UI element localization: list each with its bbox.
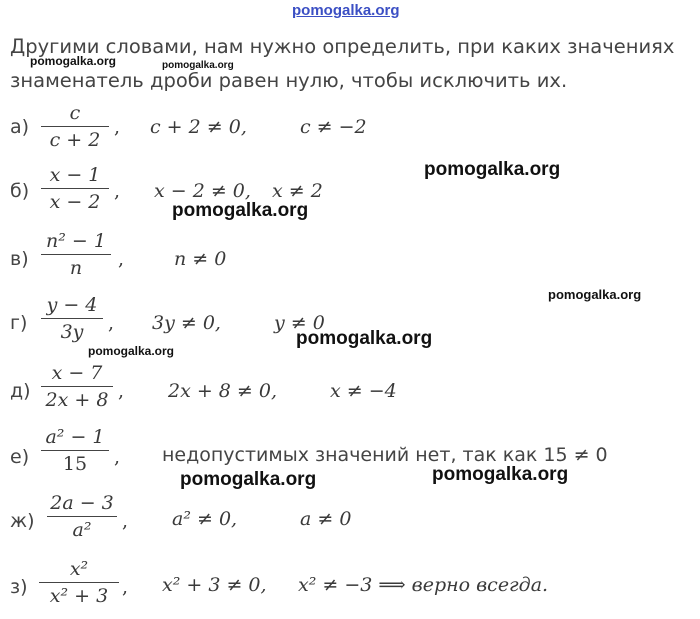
numerator: c — [69, 102, 81, 124]
item-label: з) — [10, 576, 28, 598]
result: y ≠ 0 — [274, 312, 325, 334]
item-label: г) — [10, 312, 28, 334]
watermark: pomogalka.org — [424, 159, 561, 180]
denominator: 2x + 8 — [45, 389, 109, 411]
result: x² ≠ −3 ⟹ верно всегда. — [298, 574, 549, 596]
watermark: pomogalka.org — [296, 328, 433, 349]
denominator: 3y — [60, 321, 84, 343]
denominator: x² + 3 — [49, 585, 109, 607]
denominator: n — [69, 257, 83, 279]
condition: x² + 3 ≠ 0, — [162, 574, 267, 596]
condition — [162, 444, 608, 466]
fraction — [40, 162, 110, 215]
numerator: x − 1 — [49, 164, 101, 186]
comma: , — [114, 180, 121, 202]
watermark: pomogalka.org — [172, 200, 309, 221]
fraction — [40, 360, 114, 413]
note-text: недопустимых значений нет, так как 15 ≠ 0 — [162, 444, 608, 466]
numerator: y − 4 — [46, 294, 98, 316]
result: x ≠ −4 — [330, 380, 397, 402]
fraction — [40, 228, 112, 281]
denominator: a² — [72, 519, 92, 541]
item-label: в) — [10, 248, 29, 270]
watermark: pomogalka.org — [548, 287, 642, 302]
item-label: е) — [10, 446, 30, 468]
watermark: pomogalka.org — [432, 464, 569, 485]
condition: 3y ≠ 0, — [152, 312, 221, 334]
condition: a² ≠ 0, — [172, 508, 238, 530]
item-label: д) — [10, 380, 31, 402]
denominator: 15 — [62, 453, 88, 475]
numerator: a² − 1 — [45, 426, 105, 448]
watermark: pomogalka.org — [30, 54, 117, 68]
fraction — [46, 490, 118, 543]
watermark: pomogalka.org — [162, 60, 234, 71]
condition: x − 2 ≠ 0, — [154, 180, 251, 202]
numerator: x² — [69, 558, 89, 580]
comma: , — [114, 116, 121, 138]
comma: , — [122, 510, 129, 532]
comma: , — [114, 446, 121, 468]
denominator: c + 2 — [49, 129, 101, 151]
fraction — [38, 556, 120, 609]
intro-paragraph: Другими словами, нам нужно определить, при каких значениях знаменатель дроби равен нулю, чтобы исключить их. — [10, 35, 675, 92]
fraction — [40, 100, 110, 153]
result: x ≠ 2 — [272, 180, 323, 202]
item-label: ж) — [10, 510, 35, 532]
item-label: б) — [10, 180, 30, 202]
fraction — [40, 424, 110, 477]
item-label: а) — [10, 116, 30, 138]
watermark-top[interactable]: pomogalka.org — [292, 2, 400, 19]
watermark: pomogalka.org — [88, 344, 175, 358]
comma: , — [118, 248, 125, 270]
denominator: x − 2 — [49, 191, 101, 213]
numerator: n² − 1 — [46, 230, 106, 252]
comma: , — [122, 576, 129, 598]
watermark: pomogalka.org — [180, 469, 317, 490]
condition: 2x + 8 ≠ 0, — [168, 380, 278, 402]
comma: , — [118, 380, 125, 402]
result: c ≠ −2 — [300, 116, 367, 138]
comma: , — [108, 312, 115, 334]
numerator: 2a − 3 — [50, 492, 114, 514]
fraction — [40, 292, 104, 345]
condition: n ≠ 0 — [174, 248, 227, 270]
numerator: x − 7 — [51, 362, 103, 384]
result: a ≠ 0 — [300, 508, 352, 530]
condition: c + 2 ≠ 0, — [150, 116, 247, 138]
